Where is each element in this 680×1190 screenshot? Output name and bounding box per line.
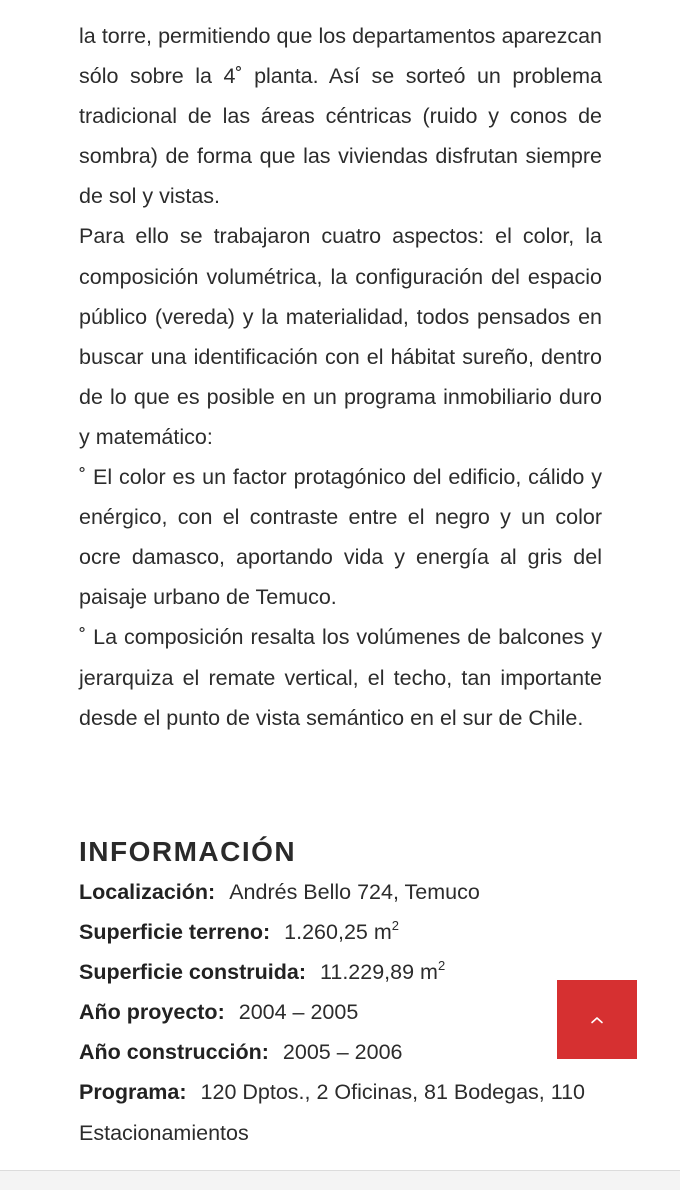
scroll-to-top-button[interactable] xyxy=(557,980,637,1059)
info-label: Año proyecto: xyxy=(79,1000,225,1025)
info-list xyxy=(79,872,619,1153)
info-row-superficie-terreno xyxy=(79,912,619,952)
info-value-superscript: 2 xyxy=(437,958,446,974)
info-row-superficie-construida xyxy=(79,952,619,992)
info-value: 2004 – 2005 xyxy=(238,1000,359,1025)
chevron-up-icon xyxy=(590,1015,604,1025)
info-value: 11.229,89 m xyxy=(320,960,438,985)
info-value-superscript: 2 xyxy=(391,918,399,934)
body-paragraph: Para ello se trabajaron cuatro aspectos: el color, la composición volumétrica, la configuración del espacio público (vereda) y la materialidad, todos pensados en buscar una identificación con el hábitat sureño, dentro de lo que es posible en un programa inmobiliario duro y matemático: xyxy=(79,224,602,449)
article-body xyxy=(79,16,602,738)
info-row-programa xyxy=(79,1072,619,1152)
info-row-localizacion xyxy=(79,872,619,912)
info-value: Andrés Bello 724, Temuco xyxy=(229,880,480,904)
info-label: Programa: xyxy=(79,1080,187,1105)
info-label: Superficie terreno: xyxy=(79,920,271,945)
info-row-ano-construccion xyxy=(79,1032,619,1072)
info-label: Año construcción: xyxy=(79,1040,269,1065)
info-value: 1.260,25 m xyxy=(284,920,392,945)
info-row-ano-proyecto xyxy=(79,992,619,1032)
info-label: Superficie construida: xyxy=(79,960,306,985)
info-section-title: INFORMACIÓN xyxy=(79,836,297,867)
info-label: Localización: xyxy=(79,880,216,904)
info-value: 120 Dptos., 2 Oficinas, 81 Bodegas, 110 Estacionamientos xyxy=(79,1080,586,1145)
body-paragraph: la torre, permitiendo que los departamentos aparezcan sólo sobre la 4˚ planta. Así se sorteó un problema tradicional de las áreas céntricas (ruido y conos de sombra) de forma que las viviendas disfrutan siempre de sol y vistas. xyxy=(79,24,602,209)
bottom-browser-bar xyxy=(0,1170,680,1190)
body-paragraph: ˚ La composición resalta los volúmenes de balcones y jerarquiza el remate vertical, el techo, tan importante desde el punto de vista semántico en el sur de Chile. xyxy=(79,625,602,730)
body-paragraph: ˚ El color es un factor protagónico del edificio, cálido y enérgico, con el contraste entre el negro y un color ocre damasco, aportando vida y energía al gris del paisaje urbano de Temuco. xyxy=(79,465,602,610)
info-value: 2005 – 2006 xyxy=(282,1040,403,1065)
